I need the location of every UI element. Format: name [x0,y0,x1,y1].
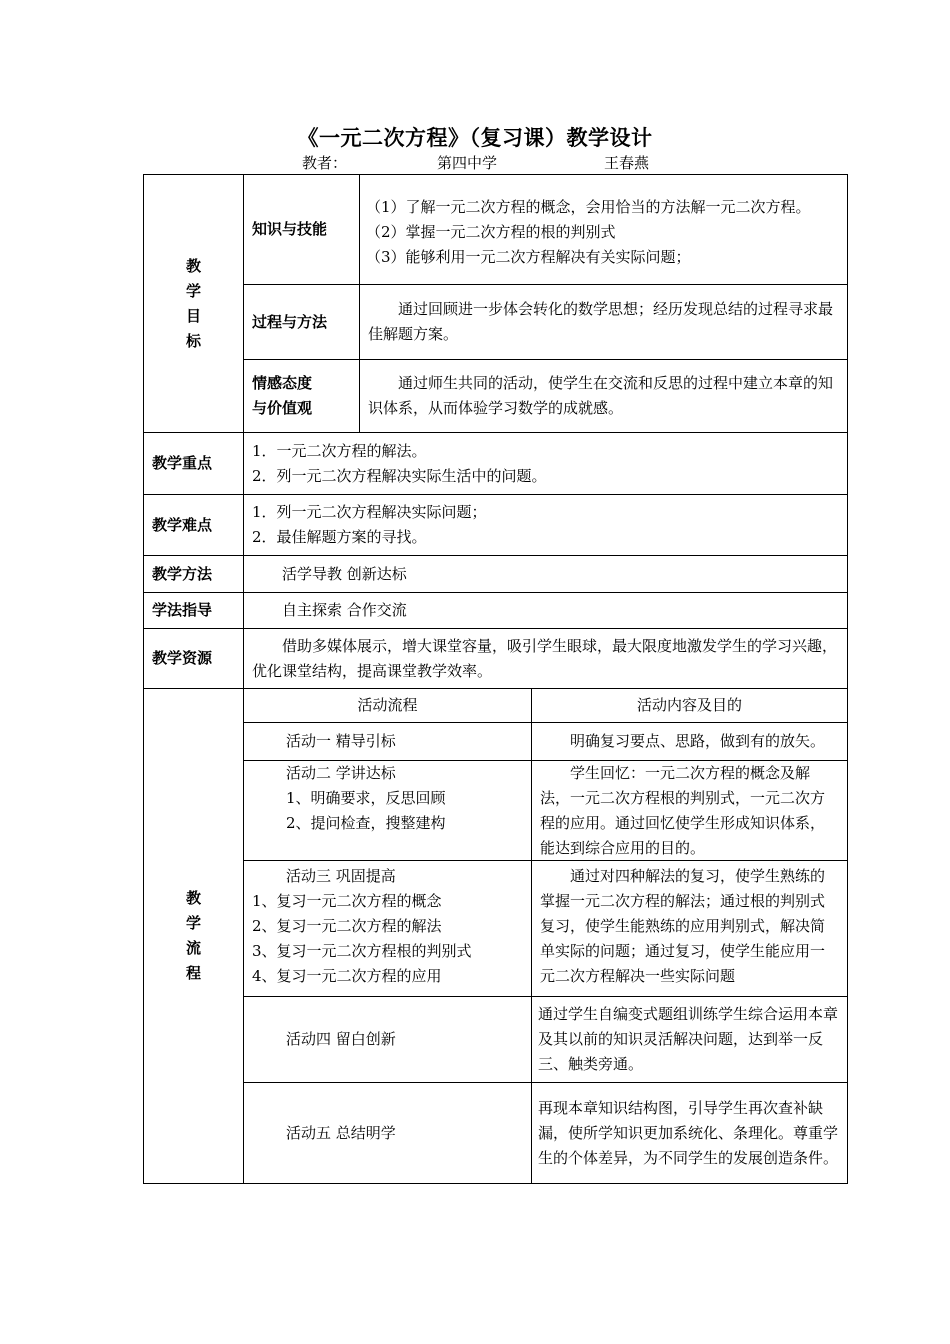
flow-header-process: 活动流程 [243,688,532,723]
teacher-label: 教者： [302,154,348,172]
activity-4-process [243,996,532,1083]
lesson-plan-table [143,174,848,1184]
study-guide-content [243,592,848,629]
knowledge-line: （2）掌握一元二次方程的根的判别式 [366,223,616,241]
knowledge-content [359,174,848,285]
method-label: 教学方法 [143,555,244,593]
activity-content-text: 通过学生自编变式题组训练学生综合运用本章及其以前的知识灵活解决问题，达到举一反三、触类旁通。 [538,1005,839,1073]
process-content [359,284,848,360]
difficulties-label: 教学难点 [143,494,244,556]
activity-step: 3、复习一元二次方程根的判别式 [252,942,472,960]
activity-title: 活动一 精导引标 [286,732,396,750]
activity-5-content [531,1082,848,1184]
activity-1-content [531,722,848,761]
resources-content [243,628,848,689]
activity-3-content [531,860,848,997]
activity-1-process [243,722,532,761]
activity-title: 活动五 总结明学 [286,1123,396,1142]
knowledge-line: （1）了解一元二次方程的概念，会用恰当的方法解一元二次方程。 [366,198,811,216]
flow-label-char: 学 [185,914,201,932]
activity-step: 2、提问检查，搜整建构 [286,814,446,832]
key-point-item: 2．列一元二次方程解决实际生活中的问题。 [252,466,547,485]
knowledge-label: 知识与技能 [243,174,360,285]
activity-step: 4、复习一元二次方程的应用 [252,967,442,985]
activity-content-text: 明确复习要点、思路，做到有的放矢。 [570,732,826,750]
activity-title: 活动四 留白创新 [286,1030,396,1048]
attitude-content [359,359,848,433]
flow-header-content: 活动内容及目的 [531,688,848,723]
attitude-label-line: 与价值观 [252,399,313,417]
activity-content-text: 通过对四种解法的复习，使学生熟练的掌握一元二次方程的解法；通过根的判别式复习，使学生能熟练的应用判别式，解决简单实际的问题；通过复习，使学生能应用一元二次方程解决一些实际问题 [540,867,826,985]
activity-content-text: 学生回忆：一元二次方程的概念及解法，一元二次方程根的判别式，一元二次方程的应用。通过回忆使学生形成知识体系，能达到综合应用的目的。 [540,764,826,857]
activity-3-process [243,860,532,997]
study-guide-label: 学法指导 [143,592,244,629]
study-guide-text: 自主探索 合作交流 [282,601,407,619]
key-points-label: 教学重点 [143,432,244,495]
objectives-label-char: 标 [185,331,201,350]
attitude-label [243,359,360,433]
attitude-text: 通过师生共同的活动，使学生在交流和反思的过程中建立本章的知识体系，从而体验学习数学的成就感。 [368,374,834,417]
teacher-name: 王春燕 [604,154,650,172]
objectives-label-char: 教 [185,256,201,275]
activity-2-process [243,760,532,861]
objectives-label [143,174,244,433]
resources-text: 借助多媒体展示，增大课堂容量，吸引学生眼球，最大限度地激发学生的学习兴趣，优化课堂结构，提高课堂教学效率。 [252,636,838,680]
process-label: 过程与方法 [243,284,360,360]
activity-content-text: 再现本章知识结构图，引导学生再次查补缺漏，使所学知识更加系统化、条理化。尊重学生的个体差异，为不同学生的发展创造条件。 [538,1098,839,1167]
flow-label-char: 流 [185,939,201,957]
difficulty-item: 2．最佳解题方案的寻找。 [252,528,427,546]
flow-label [143,688,244,1184]
method-text: 活学导教 创新达标 [282,564,407,583]
objectives-label-char: 学 [185,281,201,300]
difficulties-content [243,494,848,556]
activity-5-process [243,1082,532,1184]
activity-title: 活动二 学讲达标 [286,764,396,782]
flow-label-char: 教 [185,889,201,907]
document-title: 《一元二次方程》（复习课）教学设计 [297,126,653,150]
activity-step: 2、复习一元二次方程的解法 [252,917,442,935]
key-point-item: 1．一元二次方程的解法。 [252,441,427,460]
activity-step: 1、明确要求，反思回顾 [286,789,446,807]
activity-4-content [531,996,848,1083]
activity-step: 1、复习一元二次方程的概念 [252,892,442,910]
attitude-label-line: 情感态度 [252,374,313,392]
process-text: 通过回顾进一步体会转化的数学思想；经历发现总结的过程寻求最佳解题方案。 [368,300,834,343]
difficulty-item: 1．列一元二次方程解决实际问题； [252,503,487,521]
key-points-content [243,432,848,495]
activity-2-content [531,760,848,861]
flow-label-char: 程 [185,964,201,982]
knowledge-line: （3）能够利用一元二次方程解决有关实际问题； [366,248,691,266]
objectives-label-char: 目 [185,306,201,325]
school-name: 第四中学 [437,154,498,172]
activity-title: 活动三 巩固提高 [286,867,396,885]
method-content [243,555,848,593]
resources-label: 教学资源 [143,628,244,689]
